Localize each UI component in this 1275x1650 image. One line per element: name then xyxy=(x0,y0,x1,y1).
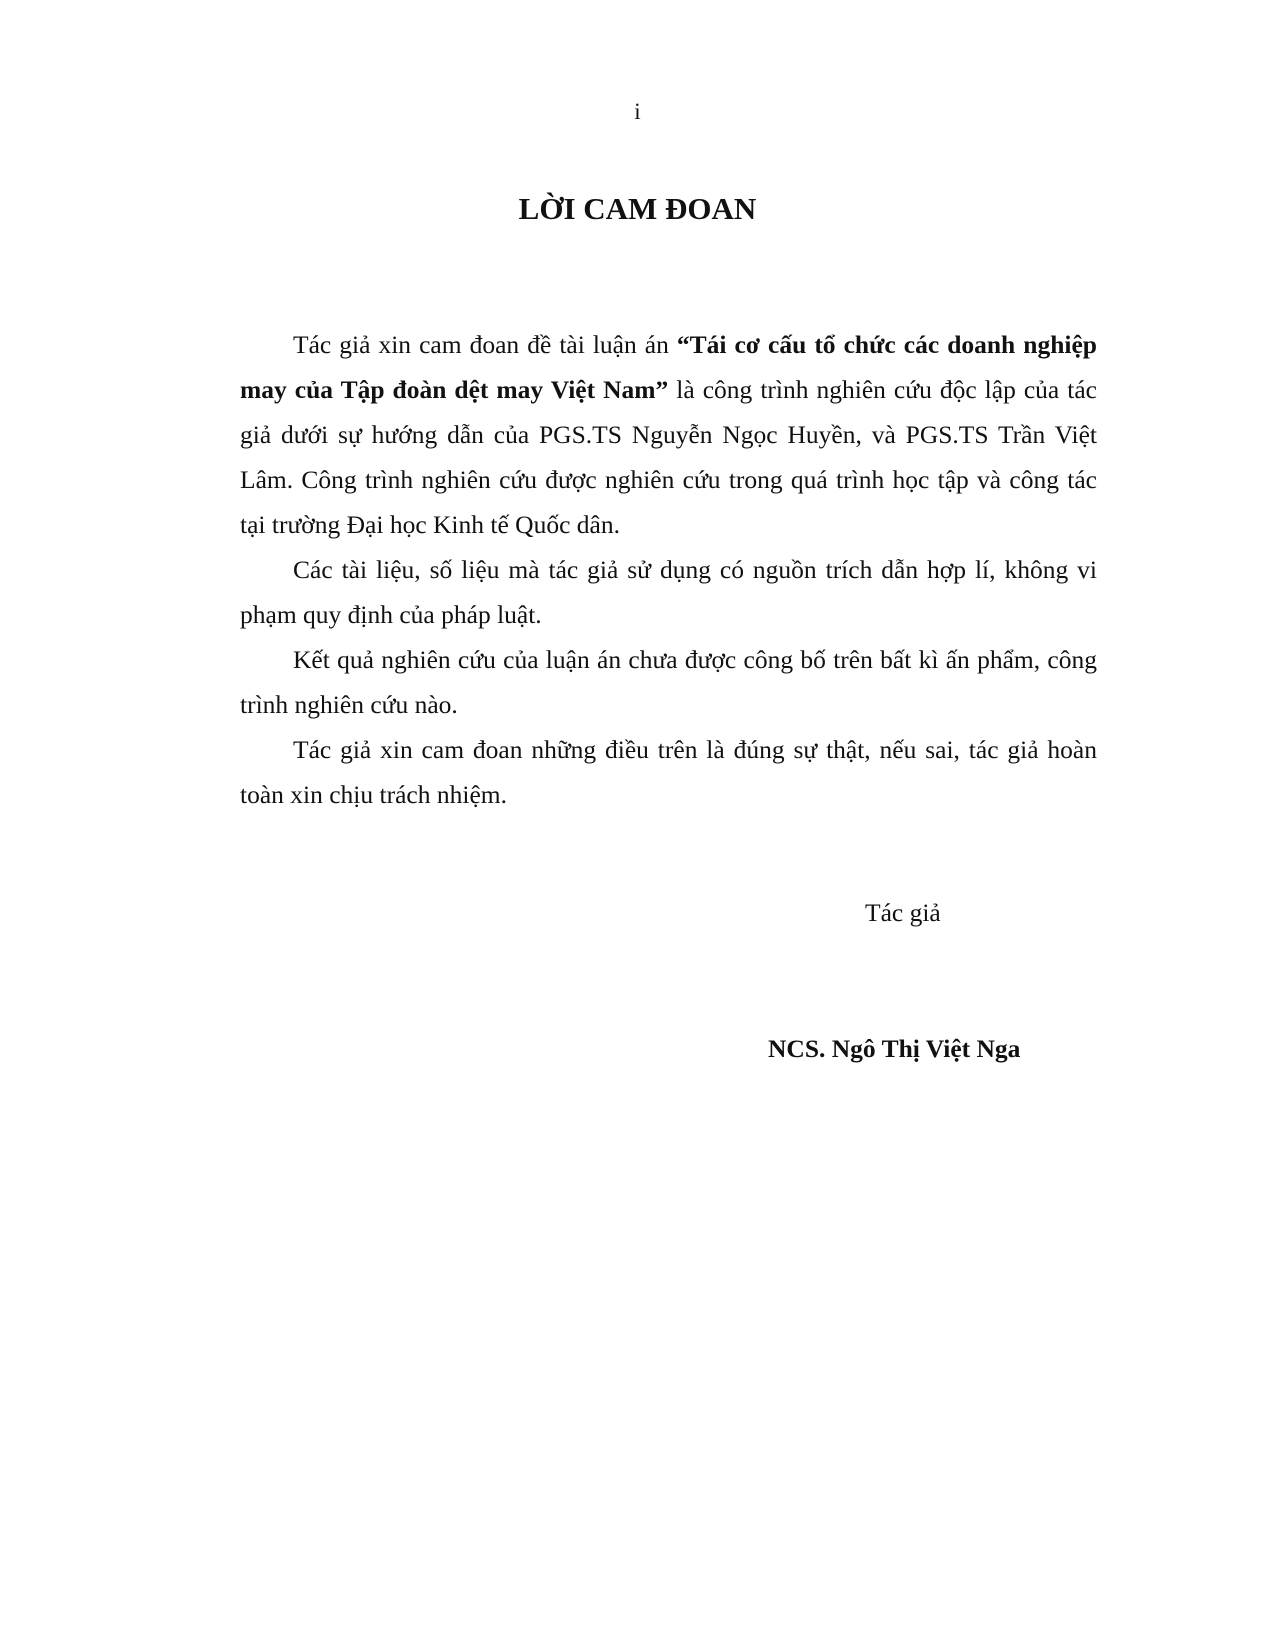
page-number: i xyxy=(634,99,641,124)
paragraph-3: Kết quả nghiên cứu của luận án chưa được công bố trên bất kì ấn phẩm, công trình nghiên cứu nào. xyxy=(240,645,1097,719)
paragraph-2: Các tài liệu, số liệu mà tác giả sử dụng có nguồn trích dẫn hợp lí, không vi phạm quy định của pháp luật. xyxy=(240,555,1097,629)
author-name: NCS. Ngô Thị Việt Nga xyxy=(768,1034,1021,1063)
page-title: LỜI CAM ĐOAN xyxy=(518,191,757,226)
paragraph-4: Tác giả xin cam đoan những điều trên là đúng sự thật, nếu sai, tác giả hoàn toàn xin chịu trách nhiệm. xyxy=(240,735,1097,809)
author-label: Tác giả xyxy=(865,898,941,927)
declaration-body xyxy=(240,322,1097,817)
thesis-title: “Tái cơ cấu tổ chức các doanh nghiệp may của Tập đoàn dệt may Việt Nam” xyxy=(240,330,1097,404)
paragraph-1 xyxy=(240,322,1097,547)
paragraph-1-rest: là công trình nghiên cứu độc lập của tác giả dưới sự hướng dẫn của PGS.TS Nguyễn Ngọc Huyền, và PGS.TS Trần Việt Lâm. Công trình nghiên cứu được nghiên cứu trong quá trình học tập và công tác tại trường Đại học Kinh tế Quốc dân. xyxy=(240,375,1097,539)
paragraph-1-intro: Tác giả xin cam đoan đề tài luận án xyxy=(293,330,677,359)
